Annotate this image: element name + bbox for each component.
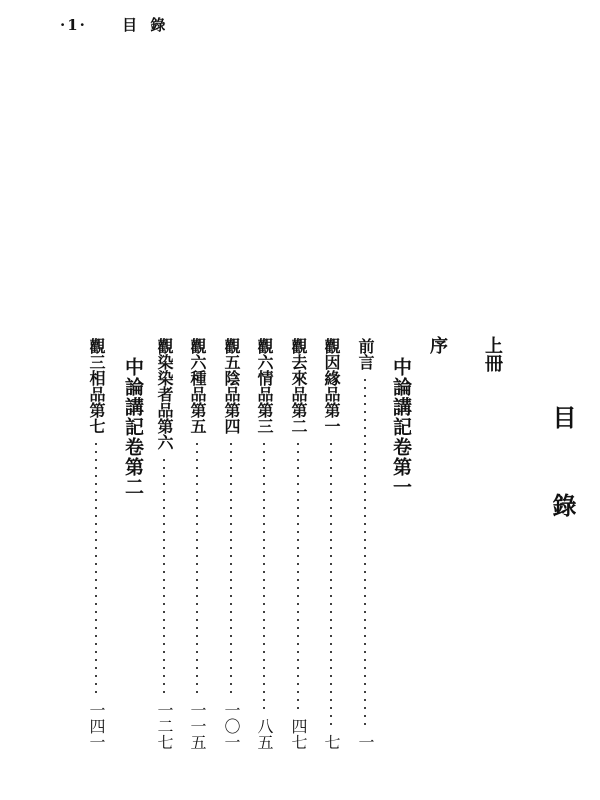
leader-dots [297,440,299,712]
toc-entry-page: 一一五 [188,702,207,750]
page-number: ·1· [60,16,87,34]
toc-entry-page: 一四一 [87,702,106,750]
toc-entry[interactable] [85,338,107,750]
section-upper-volume: 上冊 [482,336,503,372]
leader-dots [230,440,232,696]
toc-entry-page: 一〇一 [222,702,241,750]
toc-entry[interactable] [320,338,342,750]
toc-entry-title: 觀六情品第三 [255,338,274,434]
toc-entry-title: 觀五陰品第四 [222,338,241,434]
toc-entry-title: 觀染染者品第六 [155,338,174,450]
leader-dots [95,440,97,696]
header-title: 目 錄 [122,16,170,34]
volume-heading-2: 中論講記卷第二 [122,357,144,497]
toc-entry-page: 八五 [255,718,274,750]
leader-dots [263,440,265,712]
toc-entry[interactable] [253,338,275,750]
toc-entry[interactable] [153,338,175,750]
toc-entry-page: 四七 [289,718,308,750]
toc-entry[interactable] [354,338,376,750]
leader-dots [364,376,366,728]
toc-entry-title: 觀去來品第二 [289,338,308,434]
toc-entry-title: 觀六種品第五 [188,338,207,434]
toc-entry-page: 七 [322,734,341,750]
main-title-char-2: 錄 [548,493,576,517]
toc-entry[interactable] [287,338,309,750]
volume-heading-1: 中論講記卷第一 [390,357,412,497]
toc-entry-page: 一二七 [155,702,174,750]
running-header [60,14,169,35]
toc-entry-title: 前言 [356,338,375,370]
leader-dots [330,440,332,728]
toc-entry[interactable] [186,338,208,750]
toc-entry-page: 一 [356,734,375,750]
section-preface: 序 [427,336,448,354]
main-title-char-1: 目 [548,405,576,429]
toc-entry[interactable] [220,338,242,750]
leader-dots [196,440,198,696]
toc-entry-title: 觀因緣品第一 [322,338,341,434]
leader-dots [163,456,165,696]
toc-entry-title: 觀三相品第七 [87,338,106,434]
